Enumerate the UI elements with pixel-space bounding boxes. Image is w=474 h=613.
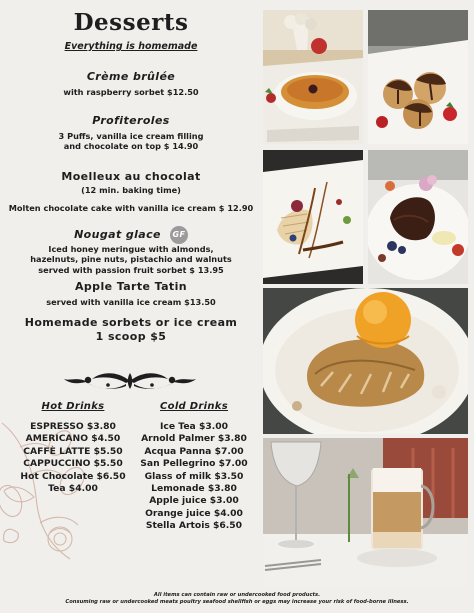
drink-item: Tea $4.00	[48, 483, 98, 495]
hot-drinks-section	[14, 401, 132, 495]
dish-note: (12 min. baking time)	[81, 185, 181, 195]
dish-name: Moelleux au chocolat	[61, 170, 201, 183]
dessert-sorbets	[0, 316, 262, 344]
drink-item: Arnold Palmer $3.80	[141, 433, 247, 445]
drink-item: Apple juice $3.00	[149, 495, 239, 507]
drink-item: Stella Artois $6.50	[145, 520, 243, 532]
allergen-disclaimer	[0, 592, 474, 606]
dish-description-line: Iced honey meringue with almonds,	[48, 244, 214, 254]
drink-item: Hot Chocolate $6.50	[20, 470, 126, 482]
dessert-molten-cake	[0, 200, 262, 213]
dessert-moelleux	[0, 170, 262, 195]
profiteroles-photo	[368, 10, 468, 144]
dish-name: Crème brûlée	[86, 70, 176, 83]
hot-drinks-heading: Hot Drinks	[41, 401, 105, 412]
page-title: Desserts	[73, 9, 189, 36]
dish-name: Profiteroles	[92, 114, 170, 127]
dish-description	[0, 131, 262, 152]
page-subtitle: Everything is homemade	[64, 41, 198, 52]
dish-name: Nougat glace	[74, 228, 161, 241]
cold-drinks-heading: Cold Drinks	[160, 401, 228, 412]
gluten-free-badge: GF	[170, 226, 188, 244]
dessert-nougat-glace	[0, 226, 262, 275]
dish-description: served with vanilla ice cream $13.50	[46, 297, 216, 307]
molten-cake-photo	[368, 150, 468, 284]
ornament-divider-icon	[62, 367, 198, 395]
dessert-tarte-tatin	[0, 280, 262, 307]
moelleux-plate-photo	[263, 150, 363, 284]
drink-item: Orange juice $4.00	[145, 507, 243, 519]
disclaimer-line: Consuming raw or undercooked meats poultry seafood shellfish or eggs may increase your risk of food-borne illness.	[65, 599, 409, 606]
dish-name-row	[0, 226, 262, 244]
dish-description: Molten chocolate cake with vanilla ice cream $ 12.90	[8, 203, 254, 213]
dish-description-line: 3 Puffs, vanilla ice cream filling	[58, 131, 204, 141]
latte-glass-photo	[263, 438, 468, 588]
drink-item: ESPRESSO $3.80	[30, 421, 116, 432]
dish-description-line: hazelnuts, pine nuts, pistachio and walnuts	[30, 254, 232, 265]
drink-item: Acqua Panna $7.00	[144, 445, 244, 457]
dish-description-line: served with passion fruit sorbet $ 13.95	[38, 264, 224, 275]
drink-item: San Pellegrino $7.00	[140, 458, 248, 470]
disclaimer-line: All items can contain raw or undercooked food products.	[153, 592, 321, 598]
dessert-creme-brulee	[0, 70, 262, 97]
creme-brulee-photo	[263, 10, 363, 144]
drink-item: Lemonade $3.80	[151, 483, 237, 495]
drink-item: Ice Tea $3.00	[159, 421, 229, 432]
drink-item: CAPPUCCINO $5.50	[23, 458, 123, 470]
dish-description-line: and chocolate on top $ 14.90	[63, 141, 199, 152]
dish-description	[0, 244, 262, 275]
tarte-tatin-photo	[263, 288, 468, 434]
drink-item: CAFFÈ LATTE $5.50	[23, 445, 123, 457]
dish-price: 1 scoop $5	[95, 330, 167, 343]
dish-name: Homemade sorbets or ice cream	[24, 316, 238, 329]
drink-item: AMERICANO $4.50	[25, 433, 121, 445]
dish-description: with raspberry sorbet $12.50	[63, 87, 199, 97]
drink-item: Glass of milk $3.50	[144, 470, 244, 482]
dish-name: Apple Tarte Tatin	[75, 280, 187, 293]
cold-drinks-section	[132, 401, 256, 533]
dessert-profiteroles	[0, 114, 262, 152]
